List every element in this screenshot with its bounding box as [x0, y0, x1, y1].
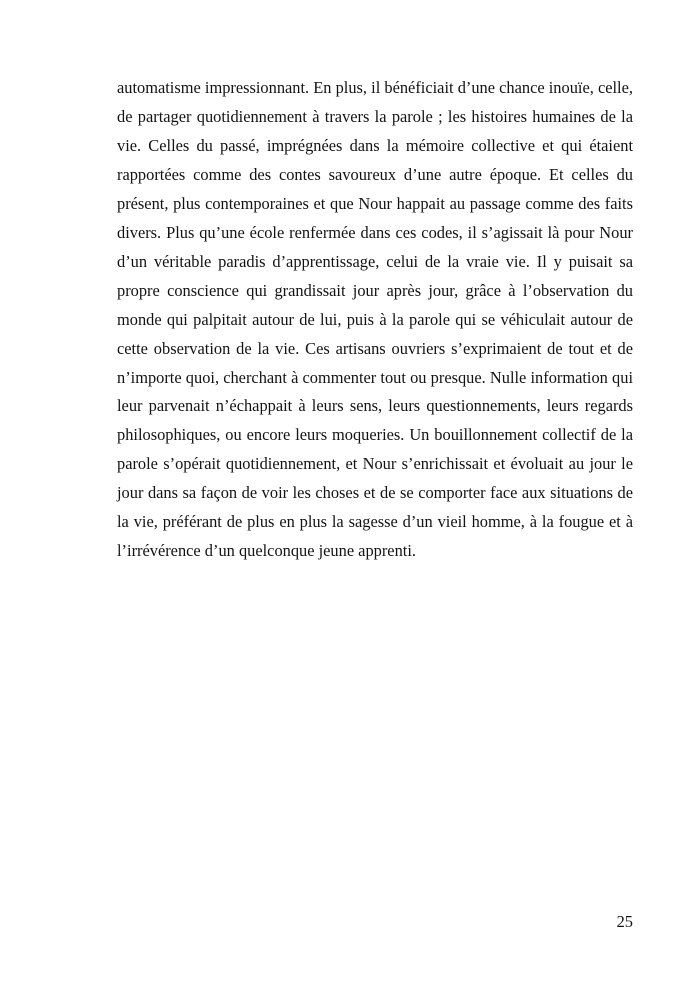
body-text-block: [117, 74, 633, 566]
page-number: 25: [616, 912, 633, 931]
body-paragraph: automatisme impressionnant. En plus, il bénéficiait d’une chance inouïe, celle, de partager quotidiennement à travers la parole ; les histoires humaines de la vie. Celles du passé, imprégnées dans la mémoire collective et qui étaient rapportées comme des contes savoureux d’une autre époque. Et celles du présent, plus contemporaines et que Nour happait au passage comme des faits divers. Plus qu’une école renfermée dans ces codes, il s’agissait là pour Nour d’un véritable paradis d’apprentissage, celui de la vraie vie. Il y puisait sa propre conscience qui grandissait jour après jour, grâce à l’observation du monde qui palpitait autour de lui, puis à la parole qui se véhiculait autour de cette observation de la vie. Ces artisans ouvriers s’exprimaient de tout et de n’importe quoi, cherchant à commenter tout ou presque. Nulle information qui leur parvenait n’échappait à leurs sens, leurs questionnements, leurs regards philosophiques, ou encore leurs moqueries. Un bouillonnement collectif de la parole s’opérait quotidiennement, et Nour s’enrichissait et évoluait au jour le jour dans sa façon de voir les choses et de se comporter face aux situations de la vie, préférant de plus en plus la sagesse d’un vieil homme, à la fougue et à l’irrévérence d’un quelconque jeune apprenti.: [117, 78, 633, 561]
